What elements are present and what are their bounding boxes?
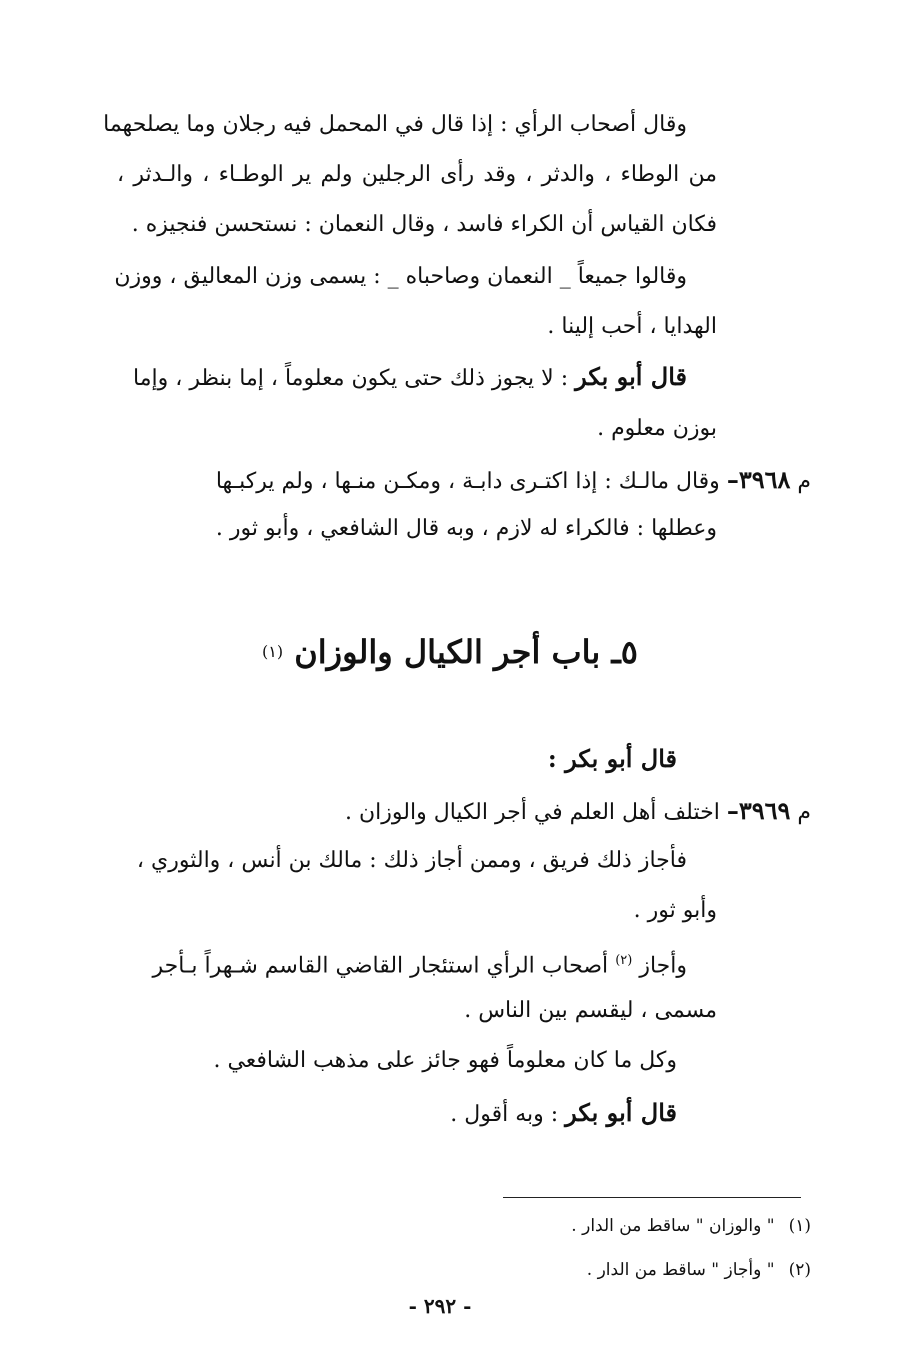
- abu-bakr-statement: قال أبو بكر : لا يجوز ذلك حتى يكون معلوماً ، إما بنظر ، وإما: [133, 362, 687, 391]
- paragraph-line: فأجاز ذلك فريق ، وممن أجاز ذلك : مالك بن أنس ، والثوري ،: [136, 848, 687, 873]
- paragraph-line: وكل ما كان معلوماً فهو جائز على مذهب الشافعي .: [213, 1048, 677, 1073]
- entry-marker: م: [797, 469, 811, 494]
- page-number: - ٢٩٢ -: [408, 1294, 472, 1318]
- entry-3968-line1: م ٣٩٦٨– وقال مالـك : إذا اكتـرى دابـة ، ومكـن منـها ، ولم يركبـها: [215, 465, 811, 494]
- paragraph-line: مسمى ، ليقسم بين الناس .: [464, 998, 717, 1023]
- abu-bakr-lead: قال أبو بكر: [575, 362, 687, 391]
- paragraph-line: وأجاز $^{(٢)}$ أصحاب الرأي استئجار القاضي القاسم شـهراً بـأجر: [152, 953, 687, 979]
- paragraph-line: بوزن معلوم .: [597, 416, 717, 441]
- paragraph-line: الهدايا ، أحب إلينا .: [547, 314, 717, 339]
- abu-bakr-heading: قال أبو بكر :: [547, 744, 677, 773]
- entry-number: ٣٩٦٨–: [726, 465, 791, 494]
- abu-bakr-statement: قال أبو بكر : وبه أقول .: [450, 1098, 677, 1127]
- footnote-text: " والوزان " ساقط من الدار .: [571, 1216, 775, 1236]
- footnote-1: [571, 1214, 811, 1238]
- paragraph-line: وقال أصحاب الرأي : إذا قال في المحمل فيه رجلان وما يصلحهما: [103, 112, 687, 137]
- entry-number: ٣٩٦٩–: [726, 796, 791, 825]
- footnote-number: (٢): [788, 1260, 811, 1280]
- footnote-text: " وأجاز " ساقط من الدار .: [586, 1260, 775, 1280]
- footnote-divider: [503, 1197, 801, 1198]
- footnote-2: [587, 1258, 811, 1282]
- paragraph-line: وعطلها : فالكراء له لازم ، وبه قال الشافعي ، وأبو ثور .: [215, 516, 717, 541]
- abu-bakr-lead: قال أبو بكر: [565, 1098, 677, 1127]
- entry-marker: م: [797, 800, 811, 825]
- paragraph-line: من الوطاء ، والدثر ، وقد رأى الرجلين ولم ير الوطـاء ، والـدثر ،: [117, 162, 717, 187]
- section-heading: ٥ـ باب أجر الكيال والوزان $^{(١)}$: [262, 633, 638, 671]
- footnote-ref: (١): [262, 642, 284, 661]
- paragraph-line: وقالوا جميعاً _ النعمان وصاحباه _ : يسمى وزن المعاليق ، ووزن: [114, 264, 687, 289]
- entry-3969-line1: م ٣٩٦٩– اختلف أهل العلم في أجر الكيال والوزان .: [345, 796, 811, 825]
- footnote-ref: (٢): [615, 953, 633, 968]
- footnote-number: (١): [788, 1216, 811, 1236]
- paragraph-line: وأبو ثور .: [633, 898, 717, 923]
- paragraph-line: فكان القياس أن الكراء فاسد ، وقال النعمان : نستحسن فنجيزه .: [131, 212, 717, 237]
